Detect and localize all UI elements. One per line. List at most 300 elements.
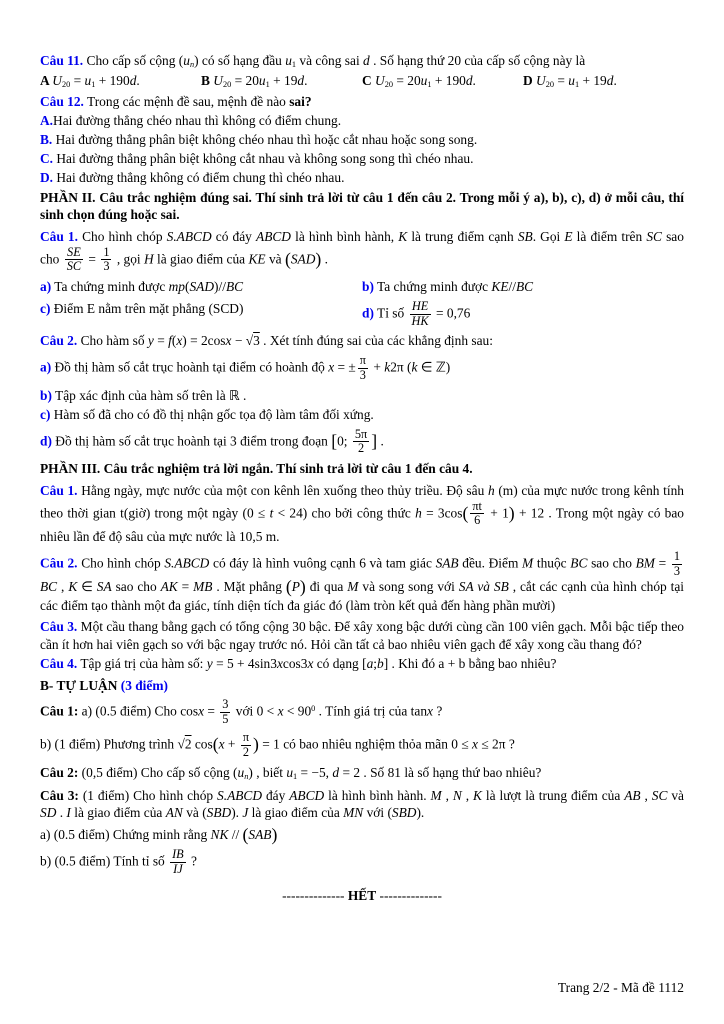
text-segment: C: [362, 73, 376, 89]
text-segment: sao cho: [587, 555, 636, 571]
text-segment: AN: [165, 805, 183, 821]
text-segment: ).: [416, 805, 425, 821]
text-segment: U: [213, 73, 223, 89]
text-segment: HẾT: [347, 887, 377, 903]
text-segment: = 5 + 4sin3: [212, 656, 277, 672]
p3-q1: [40, 482, 684, 546]
text-segment: x: [472, 736, 478, 752]
text-segment: < 90: [283, 703, 312, 719]
text-segment: ]: [383, 656, 389, 672]
text-segment: x: [307, 656, 314, 672]
text-segment: =: [654, 555, 670, 571]
text-segment: BC: [225, 279, 244, 295]
text-segment: .: [136, 73, 140, 89]
text-segment: 0: [311, 704, 316, 714]
text-segment: + 1: [485, 504, 509, 520]
text-segment: +: [224, 736, 239, 752]
text-segment: ABCD: [256, 228, 291, 244]
text-segment: SB: [517, 228, 533, 244]
text-segment: A.: [40, 112, 54, 128]
text-segment: . Gọi: [532, 228, 565, 244]
text-segment: và song song với: [358, 579, 459, 595]
text-segment: có dạng: [313, 656, 363, 672]
text-segment: x: [427, 703, 433, 719]
text-segment: √: [177, 736, 185, 752]
text-segment: n: [189, 59, 195, 69]
text-segment: u: [568, 73, 575, 89]
text-segment: b) (0.5 điểm) Tính tỉ số: [40, 853, 169, 869]
text-segment: ;: [373, 656, 378, 672]
text-segment: Hằng ngày, mực nước của một con kênh lên xuống theo thủy triều. Độ sâu: [77, 482, 488, 498]
text-segment: x: [328, 359, 335, 375]
text-segment: sai: [289, 93, 305, 109]
text-segment: BC: [40, 579, 58, 595]
text-segment: y: [206, 656, 213, 672]
text-segment: = 20: [393, 73, 421, 89]
text-segment: Tập xác định của hàm số trên là ℝ .: [51, 387, 247, 403]
text-segment: Điểm E nằm trên mặt phẳng (SCD): [50, 300, 244, 316]
text-segment: b: [377, 656, 384, 672]
text-segment: K: [398, 228, 408, 244]
text-segment: K: [68, 579, 78, 595]
p3-q2: [40, 550, 684, 614]
text-segment: Câu 1.: [40, 228, 78, 244]
text-segment: BM: [635, 555, 655, 571]
text-segment: 2π (: [390, 359, 412, 375]
text-segment: N: [452, 787, 462, 803]
text-segment: ≤ 2π ?: [478, 736, 515, 752]
text-segment: . Mặt phẳng: [212, 579, 286, 595]
text-segment: < 24): [273, 504, 308, 520]
p2-q1-stem: [40, 228, 684, 274]
text-segment: ,: [441, 787, 453, 803]
text-segment: có số hạng đầu: [198, 52, 286, 68]
text-segment: --------------: [376, 887, 442, 903]
fraction: $\frac{\pi}{3}$: [359, 353, 366, 382]
text-segment: ∈ ℤ): [417, 359, 451, 375]
text-segment: Hai đường thẳng không có điểm chung thì chéo nhau.: [53, 170, 345, 186]
text-segment: (0,5 điểm) Cho cấp số cộng: [78, 764, 234, 780]
text-segment: thuộc: [533, 555, 571, 571]
p2-q2-d: [40, 428, 684, 457]
text-segment: (: [242, 824, 249, 845]
text-segment: cos3: [282, 656, 308, 672]
text-segment: (1 điểm) Cho hình chóp: [78, 787, 218, 803]
text-segment: có đáy là hình vuông cạnh 6 và tam giác: [209, 555, 436, 571]
text-segment: c): [40, 406, 51, 422]
text-segment: cho bởi công thức: [307, 504, 416, 520]
text-segment: ).: [231, 805, 243, 821]
text-segment: Hai đường thẳng phân biệt không chéo nhau thì hoặc cắt nhau hoặc song song.: [52, 131, 478, 147]
text-segment: Ta chứng minh được: [373, 279, 492, 295]
p2-q1-cd: [40, 300, 684, 329]
text-segment: Cho hình chóp: [77, 555, 165, 571]
text-segment: d: [297, 73, 305, 89]
end-marker: [40, 887, 684, 905]
text-segment: √: [245, 333, 254, 349]
text-segment: d: [332, 764, 340, 780]
text-segment: = −5,: [297, 764, 333, 780]
fraction: $\frac{1}{3}$: [673, 548, 680, 578]
p2-q1-ab: [40, 278, 684, 296]
text-segment: x: [277, 703, 284, 719]
text-segment: .: [613, 73, 617, 89]
text-segment: AB: [624, 787, 641, 803]
text-segment: u: [285, 52, 292, 68]
text-segment: D.: [40, 170, 54, 186]
text-segment: )//: [214, 279, 226, 295]
text-segment: = 3cos: [421, 504, 463, 520]
text-segment: .: [472, 73, 476, 89]
page-footer: Trang 2/2 - Mã đề 1112: [557, 980, 684, 995]
q11-options: [40, 72, 684, 91]
option-cell: [40, 300, 362, 329]
p2-q2-b: [40, 387, 684, 405]
option-cell: [40, 72, 201, 91]
text-segment: Câu 12.: [40, 93, 84, 109]
p2-q2-a: [40, 354, 684, 383]
text-segment: có đáy: [211, 228, 257, 244]
text-segment: a) (0.5 điểm) Cho cos: [78, 703, 199, 719]
text-segment: H: [143, 250, 154, 266]
text-segment: .: [304, 73, 308, 89]
text-segment: . Số hạng thứ 20 của cấp số cộng này là: [369, 52, 586, 68]
text-segment: + 190: [431, 73, 466, 89]
text-segment: S.ABCD: [166, 228, 212, 244]
text-segment: K: [473, 787, 482, 803]
text-segment: đi qua: [305, 579, 348, 595]
text-segment: và công sai: [296, 52, 364, 68]
pB-q1a: [40, 698, 684, 727]
text-segment: = 2: [339, 764, 361, 780]
text-segment: x: [276, 656, 283, 672]
fraction: $\frac{IB}{IJ}$: [172, 847, 184, 876]
text-segment: 1: [293, 771, 298, 781]
text-segment: (0 ≤: [242, 504, 270, 520]
text-segment: SBD: [391, 805, 417, 821]
text-segment: x: [198, 703, 205, 719]
p3-q3: [40, 618, 684, 653]
text-segment: x: [176, 333, 183, 349]
text-segment: với 0 <: [232, 703, 278, 719]
text-segment: . Số 81 là số hạng thứ bao nhiêu?: [360, 764, 542, 780]
text-segment: BC: [570, 555, 588, 571]
fraction: $\frac{HE}{HK}$: [411, 298, 429, 328]
text-segment: Câu 4.: [40, 656, 78, 672]
p2-q2-c: [40, 406, 684, 424]
q11-stem: [40, 52, 684, 71]
text-segment: Câu 3:: [40, 787, 79, 803]
text-segment: Câu 11.: [40, 52, 84, 68]
text-segment: 2: [184, 736, 192, 752]
text-segment: (: [233, 764, 238, 780]
text-segment: . Khi đó a + b bằng bao nhiêu?: [388, 656, 557, 672]
text-segment: d: [129, 73, 137, 89]
text-segment: B.: [40, 131, 53, 147]
document-body: [40, 52, 684, 905]
text-segment: Câu 3.: [40, 619, 78, 635]
text-segment: ,: [640, 787, 652, 803]
text-segment: ): [194, 52, 199, 68]
text-segment: ?: [432, 703, 443, 719]
text-segment: + 19: [269, 73, 298, 89]
text-segment: là giao điểm của: [70, 805, 166, 821]
text-segment: SAB: [435, 555, 459, 571]
text-segment: = 0,76: [432, 305, 471, 321]
q12-option-d: [40, 169, 684, 187]
text-segment: f: [168, 333, 172, 349]
text-segment: (3 điểm): [120, 677, 168, 693]
text-segment: (: [171, 333, 177, 349]
text-segment: NK: [210, 827, 229, 843]
option-cell: [362, 278, 684, 296]
text-segment: là trung điểm cạnh: [407, 228, 518, 244]
text-segment: SC: [646, 228, 662, 244]
text-segment: C.: [40, 151, 54, 167]
text-segment: n: [244, 771, 249, 781]
text-segment: =: [204, 703, 219, 719]
text-segment: M: [347, 579, 359, 595]
text-segment: với: [363, 805, 388, 821]
text-segment: (m) của mực nước trong kênh tính theo thời gian t(giờ) trong một ngày: [40, 482, 684, 520]
text-segment: =: [85, 250, 100, 266]
text-segment: (: [387, 805, 392, 821]
pB-q3b: [40, 848, 684, 877]
text-segment: ]: [371, 430, 378, 451]
text-segment: Câu 2.: [40, 555, 78, 571]
text-segment: AK: [160, 579, 178, 595]
text-segment: =: [554, 73, 569, 89]
text-segment: , gọi: [113, 250, 144, 266]
text-segment: ?: [187, 853, 197, 869]
text-segment: [: [331, 430, 338, 451]
text-segment: .: [321, 250, 328, 266]
text-segment: sao cho: [111, 579, 161, 595]
fraction: $\frac{1}{3}$: [103, 244, 110, 274]
text-segment: 20: [384, 80, 393, 90]
text-segment: d): [40, 432, 52, 448]
text-segment: KE: [248, 250, 266, 266]
text-segment: 20: [61, 80, 71, 90]
text-segment: SA và SB: [458, 579, 509, 595]
text-segment: d: [363, 52, 370, 68]
text-segment: Một cầu thang bằng gạch có tổng cộng 30 bậc. Để xây xong bậc dưới cùng cần 100 viên gạch. Mỗi bậc tiếp theo cần ít hơn hai viên gạch so với bậc ngay trước nó. Hỏi cần tất cả bao nhiêu viên gạch để xây xong cầu thang đó?: [40, 619, 684, 652]
text-segment: và: [667, 787, 685, 803]
text-segment: u: [237, 764, 245, 780]
text-segment: = ±: [334, 359, 356, 375]
fraction: $\frac{\pi}{2}$: [242, 730, 250, 759]
text-segment: a): [40, 359, 52, 375]
q12-option-b: [40, 131, 684, 149]
text-segment: , cắt các cạnh của hình chóp tại các điểm tạo thành một đa giác, tính diện tích đa giác đó (làm tròn kết quả đến hàng phần mười): [40, 579, 685, 613]
text-segment: (: [185, 279, 190, 295]
text-segment: là giao điểm của: [153, 250, 249, 266]
text-segment: M: [522, 555, 534, 571]
text-segment: SAB: [248, 827, 272, 843]
option-cell: [523, 72, 684, 91]
text-segment: t: [269, 504, 274, 520]
text-segment: b): [362, 279, 374, 295]
text-segment: U: [375, 73, 385, 89]
part3-heading: [40, 460, 684, 478]
text-segment: E: [564, 228, 573, 244]
text-segment: mp: [168, 279, 186, 295]
text-segment: Hai đường thẳng chéo nhau thì không có điểm chung.: [53, 112, 342, 128]
text-segment: .: [377, 432, 384, 448]
text-segment: u: [84, 73, 92, 89]
text-segment: Tập giá trị của hàm số:: [77, 656, 207, 672]
text-segment: Hai đường thẳng phân biệt không cắt nhau và không song song thì chéo nhau.: [53, 151, 474, 167]
text-segment: d: [606, 73, 614, 89]
text-segment: Câu 1:: [40, 703, 79, 719]
text-segment: 20: [222, 80, 232, 90]
text-segment: + 12 . Trong một ngày có bao nhiêu lần để độ sâu của mực nước là 10,5 m.: [40, 504, 684, 545]
text-segment: Trong các mệnh đề sau, mệnh đề nào: [83, 93, 290, 109]
text-segment: [: [362, 656, 367, 672]
text-segment: (: [462, 502, 469, 523]
text-segment: sao cho: [40, 228, 684, 266]
text-segment: .: [56, 805, 67, 821]
option-cell: [201, 72, 362, 91]
text-segment: đều. Điểm: [458, 555, 523, 571]
text-segment: . Xét tính đúng sai của các khẳng định sau:: [259, 333, 493, 349]
text-segment: --------------: [282, 887, 348, 903]
option-cell: [362, 300, 684, 329]
text-segment: S.ABCD: [217, 787, 263, 803]
text-segment: B- TỰ LUẬN: [40, 677, 121, 693]
text-segment: =: [70, 73, 85, 89]
text-segment: = 20: [231, 73, 259, 89]
text-segment: ): [271, 824, 278, 845]
text-segment: I: [66, 805, 71, 821]
text-segment: ,: [461, 787, 474, 803]
fraction: $\frac{3}{5}$: [222, 697, 229, 727]
text-segment: d): [362, 305, 374, 321]
text-segment: u: [286, 764, 294, 780]
p2-q2-stem: [40, 332, 684, 350]
text-segment: và: [182, 805, 203, 821]
text-segment: ): [508, 502, 515, 523]
text-segment: (: [202, 805, 207, 821]
text-segment: + 19: [579, 73, 607, 89]
text-segment: BC: [515, 279, 534, 295]
partB-heading: [40, 677, 684, 695]
option-cell: [362, 72, 523, 91]
text-segment: SAD: [290, 250, 316, 266]
text-segment: 20: [545, 80, 554, 90]
text-segment: u: [420, 73, 428, 89]
fraction: $\frac{SE}{SC}$: [66, 244, 82, 274]
text-segment: S.ABCD: [164, 555, 210, 571]
text-segment: Cho hàm số: [77, 333, 148, 349]
text-segment: 1: [427, 80, 432, 90]
text-segment: Câu 2.: [40, 333, 78, 349]
text-segment: là điểm trên: [572, 228, 647, 244]
text-segment: x: [218, 736, 225, 752]
text-segment: MN: [343, 805, 364, 821]
text-segment: Cho cấp số cộng: [83, 52, 179, 68]
q12-option-c: [40, 150, 684, 168]
text-segment: x: [225, 333, 232, 349]
text-segment: J: [242, 805, 249, 821]
text-segment: U: [52, 73, 62, 89]
text-segment: 1: [265, 80, 270, 90]
text-segment: h: [487, 482, 495, 498]
text-segment: 3: [253, 333, 260, 349]
text-segment: cos: [191, 736, 213, 752]
text-segment: Hàm số đã cho có đồ thị nhận gốc tọa độ làm tâm đối xứng.: [50, 406, 374, 422]
text-segment: (: [212, 733, 219, 754]
text-segment: ): [315, 248, 322, 269]
text-segment: (: [178, 52, 184, 68]
text-segment: −: [231, 333, 246, 349]
text-segment: ∈: [77, 579, 97, 595]
text-segment: ) = 2cos: [182, 333, 226, 349]
part2-heading: [40, 189, 684, 224]
pB-q3: [40, 787, 684, 822]
text-segment: là lượt là trung điểm của: [481, 787, 625, 803]
q12-option-a: [40, 112, 684, 130]
text-segment: 1: [574, 80, 580, 90]
text-segment: Ta chứng minh được: [51, 279, 169, 295]
text-segment: SA: [96, 579, 112, 595]
text-segment: a: [366, 656, 374, 672]
text-segment: MB: [193, 579, 213, 595]
text-segment: ): [248, 764, 253, 780]
text-segment: SD: [40, 805, 57, 821]
fraction: $\frac{\pi t}{6}$: [472, 498, 482, 528]
text-segment: u: [183, 52, 190, 68]
text-segment: ABCD: [289, 787, 325, 803]
text-segment: ,: [57, 579, 69, 595]
pB-q3a: [40, 826, 684, 844]
p3-q4: [40, 655, 684, 673]
text-segment: PHẦN II. Câu trắc nghiệm đúng sai. Thí sinh trả lời từ câu 1 đến câu 2. Trong mỗi ý a), b), c), d) ở mỗi câu, thí sinh chọn đúng hoặc sai.: [40, 189, 684, 223]
text-segment: d: [465, 73, 473, 89]
text-segment: k: [411, 359, 418, 375]
text-segment: = 1 có bao nhiêu nghiệm thỏa mãn 0 ≤: [258, 736, 473, 752]
text-segment: Đồ thị hàm số cắt trục hoành tại điểm có hoành độ: [51, 359, 329, 375]
text-segment: b): [40, 387, 52, 403]
text-segment: SBD: [206, 805, 232, 821]
text-segment: b) (1 điểm) Phương trình: [40, 736, 178, 752]
text-segment: D: [523, 73, 537, 89]
text-segment: u: [258, 73, 266, 89]
text-segment: =: [153, 333, 169, 349]
text-segment: SAD: [189, 279, 215, 295]
text-segment: là hình bình hành,: [290, 228, 399, 244]
text-segment: là hình bình hành.: [324, 787, 431, 803]
text-segment: KE: [491, 279, 509, 295]
text-segment: SC: [651, 787, 668, 803]
q12-stem: [40, 93, 684, 111]
text-segment: Cho hình chóp: [77, 228, 167, 244]
fraction: $\frac{5\pi}{2}$: [354, 426, 368, 456]
text-segment: (: [285, 576, 292, 597]
text-segment: a): [40, 279, 52, 295]
text-segment: h: [415, 504, 422, 520]
text-segment: PHẦN III. Câu trắc nghiệm trả lời ngắn. Thí sinh trả lời từ câu 1 đến câu 4.: [40, 461, 473, 477]
text-segment: ?: [304, 93, 312, 109]
text-segment: B: [201, 73, 214, 89]
text-segment: A: [40, 73, 53, 89]
text-segment: , biết: [252, 764, 287, 780]
text-segment: P: [291, 579, 300, 595]
option-cell: [40, 278, 362, 296]
text-segment: + 190: [95, 73, 130, 89]
pB-q1b: [40, 731, 684, 760]
text-segment: c): [40, 300, 51, 316]
